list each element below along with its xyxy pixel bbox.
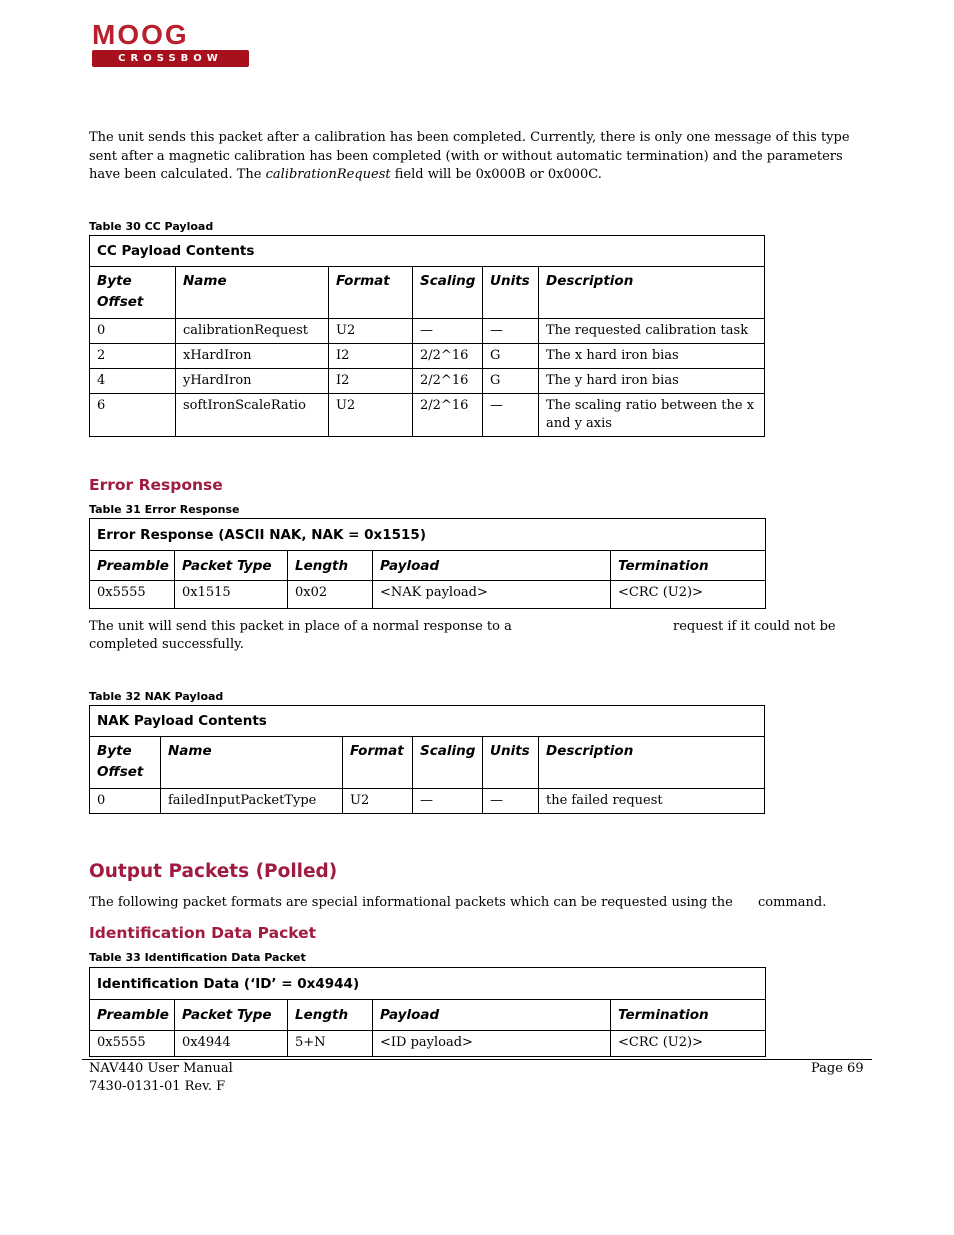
table-cell: <CRC (U2)> [611,581,766,609]
error-paragraph-part-c: completed successfully. [89,637,244,652]
table-cell: — [483,394,539,437]
table-cell: 0x1515 [175,581,288,609]
column-header: Byte Offset [90,737,161,789]
identification-data-heading: Identification Data Packet [89,924,317,942]
column-header: Scaling [413,737,483,789]
table-cell: <CRC (U2)> [611,1031,766,1057]
column-header: Units [483,267,539,319]
table-cell: The requested calibration task [539,319,765,344]
table-cell: 2 [90,344,176,369]
table-33-caption: Table 33 Identification Data Packet [89,951,306,964]
column-header: Description [539,267,765,319]
logo-brand: MOOG [92,19,189,50]
table-cell: The x hard iron bias [539,344,765,369]
table-title: NAK Payload Contents [90,706,765,737]
table-cell: 6 [90,394,176,437]
column-header: Format [343,737,413,789]
intro-field-name: calibrationRequest [265,167,391,182]
table-cell: I2 [329,344,413,369]
moog-crossbow-logo [92,19,249,68]
table-row [90,581,766,609]
table-cell: — [413,789,483,814]
table-cell: 0x02 [288,581,373,609]
column-header: Units [483,737,539,789]
table-cell: 0x5555 [90,1031,175,1057]
error-response-table [89,518,766,609]
table-cell: 0x5555 [90,581,175,609]
column-header: Preamble [90,1000,175,1031]
table-cell: 0x4944 [175,1031,288,1057]
column-header: Byte Offset [90,267,176,319]
table-cell: U2 [329,394,413,437]
table-cell: U2 [329,319,413,344]
table-cell: The scaling ratio between the x and y axis [539,394,765,437]
table-cell: G [483,344,539,369]
table-row [90,1031,766,1057]
table-cell: The y hard iron bias [539,369,765,394]
table-row [90,369,765,394]
column-header: Length [288,1000,373,1031]
column-header: Description [539,737,765,789]
table-cell: 0 [90,789,161,814]
table-cell: I2 [329,369,413,394]
table-title: Identification Data (‘ID’ = 0x4944) [90,968,766,1000]
table-cell: <NAK payload> [373,581,611,609]
table-cell: failedInputPacketType [161,789,343,814]
intro-text-end: field will be 0x000B or 0x000C. [390,167,602,182]
table-cell: — [483,789,539,814]
intro-text-start: The unit sends this packet after a calibration has been completed. Currently, there is only one message of this type sent after a magnetic calibration has been completed (with or without automatic termination) and the parameters have been calculated. The [89,130,850,182]
table-32-caption: Table 32 NAK Payload [89,690,224,703]
table-row [90,319,765,344]
table-cell: 4 [90,369,176,394]
error-response-heading: Error Response [89,476,223,494]
column-header: Preamble [90,551,175,581]
table-cell: — [413,319,483,344]
cc-payload-table [89,235,765,437]
footer-manual-title: NAV440 User Manual [89,1061,233,1076]
table-cell: 5+N [288,1031,373,1057]
table-cell: — [483,319,539,344]
column-header: Packet Type [175,551,288,581]
table-cell: 2/2^16 [413,394,483,437]
table-row [90,344,765,369]
output-packets-heading: Output Packets (Polled) [89,861,338,882]
table-cell: calibrationRequest [176,319,329,344]
column-header: Name [161,737,343,789]
column-header: Termination [611,1000,766,1031]
table-30-caption: Table 30 CC Payload [89,220,214,233]
column-header: Payload [373,551,611,581]
error-paragraph-part-b: request if it could not be [673,619,836,634]
table-row [90,789,765,814]
footer-page-number: Page 69 [811,1061,864,1076]
table-row [90,394,765,437]
column-header: Scaling [413,267,483,319]
logo-sub: CROSSBOW [118,53,223,64]
table-31-caption: Table 31 Error Response [89,503,240,516]
table-cell: the failed request [539,789,765,814]
footer-doc-number: 7430-0131-01 Rev. F [89,1079,226,1094]
column-header: Payload [373,1000,611,1031]
table-title: CC Payload Contents [90,236,765,267]
column-header: Termination [611,551,766,581]
column-header: Format [329,267,413,319]
table-cell: G [483,369,539,394]
column-header: Name [176,267,329,319]
column-header: Packet Type [175,1000,288,1031]
table-cell: 2/2^16 [413,369,483,394]
output-paragraph-part-a: The following packet formats are special informational packets which can be requested using the [89,895,733,910]
identification-data-table [89,967,766,1057]
intro-paragraph [89,129,859,185]
table-cell: yHardIron [176,369,329,394]
table-cell: xHardIron [176,344,329,369]
table-cell: softIronScaleRatio [176,394,329,437]
table-cell: <ID payload> [373,1031,611,1057]
nak-payload-table [89,705,765,814]
table-cell: 2/2^16 [413,344,483,369]
table-title: Error Response (ASCII NAK, NAK = 0x1515) [90,519,766,551]
table-cell: U2 [343,789,413,814]
table-cell: 0 [90,319,176,344]
error-paragraph-part-a: The unit will send this packet in place of a normal response to a [89,619,512,634]
column-header: Length [288,551,373,581]
output-paragraph-part-b: command. [758,895,827,910]
